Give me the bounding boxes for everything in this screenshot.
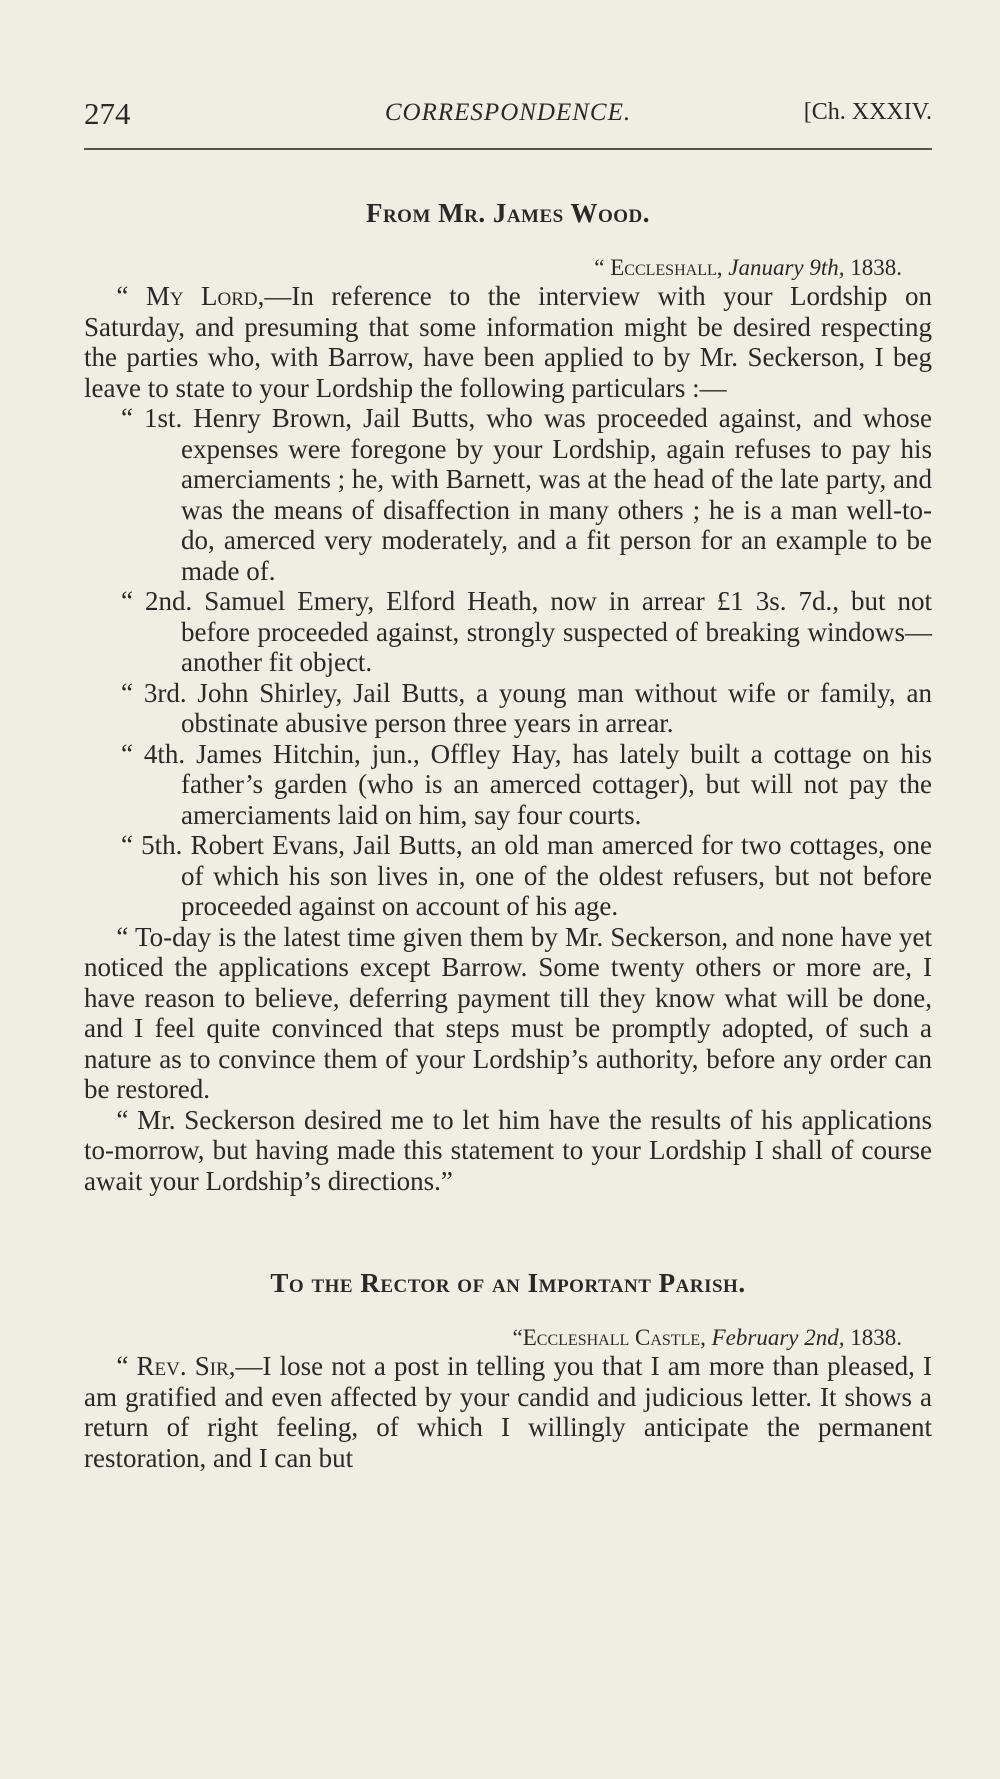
letter-2-body-text: —I lose not a post in telling you that I am more than pleased, I am gratified and even affected by your candid and judicious letter. It shows a return of right feeling, of which I willingly anticipate the permanent restoration, and I can but	[84, 1351, 932, 1473]
page-body	[84, 198, 932, 1473]
header-rule	[84, 148, 932, 150]
letter-2-dateline	[84, 1325, 902, 1351]
letter-1-heading: From Mr. James Wood.	[365, 198, 651, 228]
letter-2-date: February 2nd,	[711, 1325, 845, 1350]
letter-1-paragraph-3: “ Mr. Seckerson desired me to let him have the results of his applications to-morrow, but having made this statement to your Lordship I shall of course await your Lordship’s directions.”	[84, 1104, 932, 1196]
letter-1-date: January 9th,	[728, 255, 845, 280]
list-item: “ 4th. James Hitchin, jun., Offley Hay, has lately built a cottage on his father’s garden (who is an amerced cottager), but will not pay the amerciaments laid on him, say four courts.	[121, 738, 932, 830]
letter-1-salutation: “ My Lord,	[116, 281, 265, 311]
letter-2-heading: To the Rector of an Important Parish.	[270, 1268, 746, 1298]
letter-1-year: 1838.	[850, 255, 902, 280]
letter-1-intro	[84, 281, 932, 403]
list-item: “ 2nd. Samuel Emery, Elford Heath, now in arrear £1 3s. 7d., but not before proceeded against, strongly suspected of breaking windows—another fit object.	[121, 586, 932, 677]
letter-1-dateline	[84, 255, 902, 281]
running-header	[84, 96, 932, 136]
list-item: “ 5th. Robert Evans, Jail Butts, an old man amerced for two cottages, one of which his son lives in, one of the oldest refusers, but not before proceeded against on account of his age.	[121, 830, 932, 921]
chapter-label: [Ch. XXXIV.	[803, 99, 932, 125]
letter-2-salutation: “ Rev. Sir,	[116, 1351, 236, 1381]
page-number: 274	[84, 96, 131, 131]
letter-2-place: “Eccleshall Castle,	[512, 1325, 706, 1350]
letter-1-intro-text: —In reference to the interview with your Lordship on Saturday, and presuming that some information might be desired respecting the parties who, with Barrow, have been applied to by Mr. Seckerson, I beg leave to state to your Lordship the following particulars :—	[84, 281, 932, 403]
running-title: CORRESPONDENCE.	[384, 99, 632, 126]
letter-2-body	[84, 1351, 932, 1473]
list-item: “ 1st. Henry Brown, Jail Butts, who was proceeded against, and whose expenses were foregone by your Lordship, again refuses to pay his amerciaments ; he, with Barnett, was at the head of the late party, and was the means of disaffection in many others ; he is a man well-to-do, amerced very moderately, and a fit person for an example to be made of.	[121, 403, 932, 586]
list-item: “ 3rd. John Shirley, Jail Butts, a young man without wife or family, an obstinate abusive person three years in arrear.	[121, 677, 932, 738]
letter-2-year: 1838.	[850, 1325, 902, 1350]
letter-1-place: “ Eccleshall,	[594, 255, 723, 280]
letter-1-paragraph-2: “ To-day is the latest time given them by Mr. Seckerson, and none have yet noticed the applications except Barrow. Some twenty others or more are, I have reason to believe, deferring payment till they know what will be done, and I feel quite convinced that steps must be promptly adopted, of such a nature as to convince them of your Lordship’s authority, before any order can be restored.	[84, 921, 932, 1104]
